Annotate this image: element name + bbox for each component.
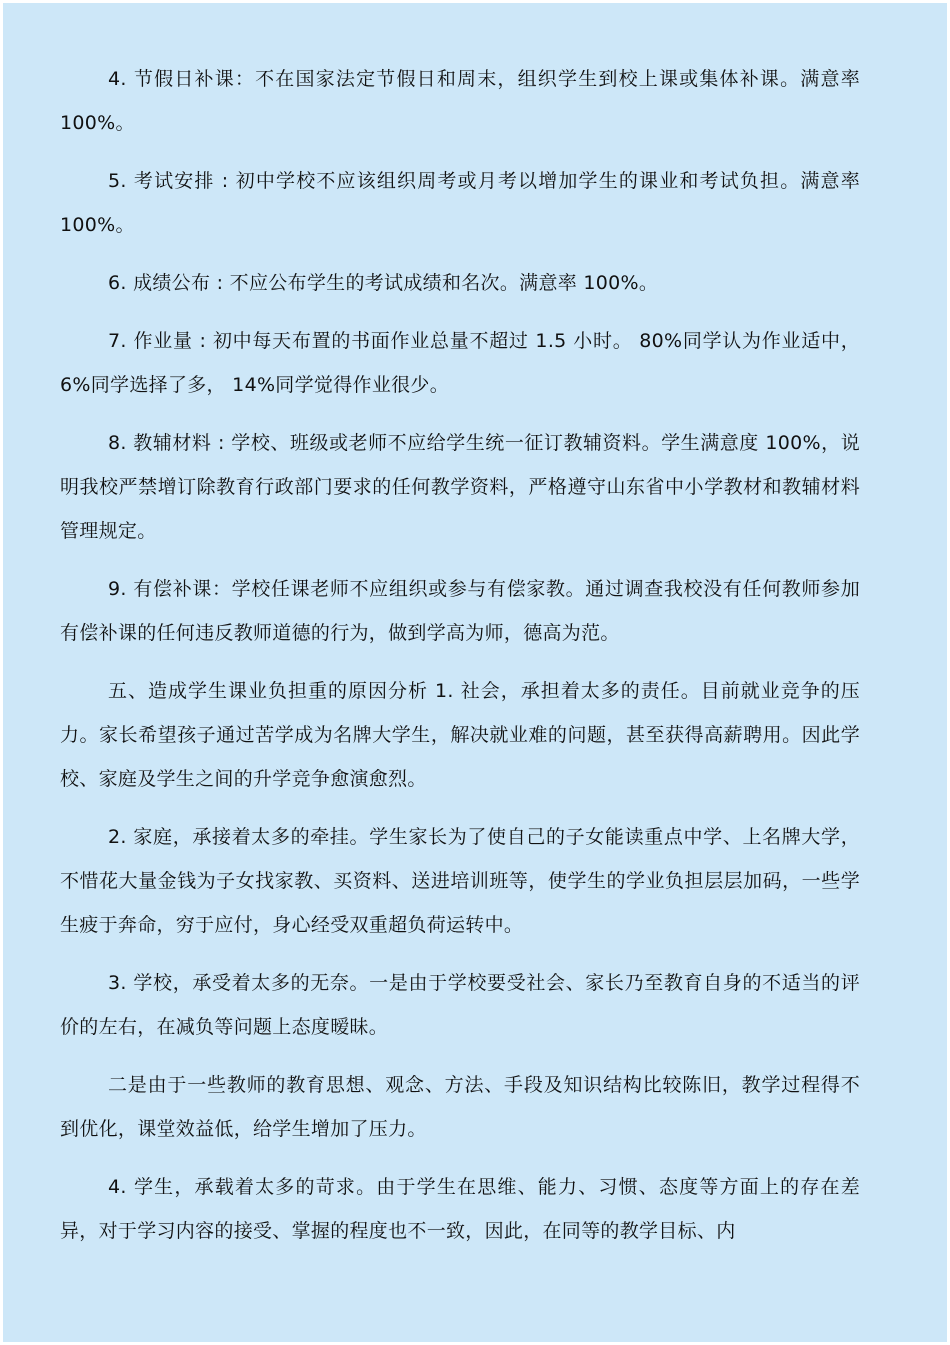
- paragraph-cause-family: 2. 家庭，承接着太多的牵挂。学生家长为了使自己的子女能读重点中学、上名牌大学，不惜花大量金钱为子女找家教、买资料、送进培训班等，使学生的学业负担层层加码，一些学生疲于奔命，穷于应付，身心经受双重超负荷运转中。: [60, 826, 860, 936]
- paragraph-exam-arrangement: 5. 考试安排 : 初中学校不应该组织周考或月考以增加学生的课业和考试负担。满意率 100%。: [60, 170, 860, 236]
- paragraph-cause-teachers: 二是由于一些教师的教育思想、观念、方法、手段及知识结构比较陈旧，教学过程得不到优化，课堂效益低，给学生增加了压力。: [60, 1074, 860, 1140]
- paragraph-score-publication: 6. 成绩公布 : 不应公布学生的考试成绩和名次。满意率 100%。: [108, 272, 659, 294]
- paragraph-homework-amount: 7. 作业量 : 初中每天布置的书面作业总量不超过 1.5 小时。 80%同学认为作业适中， 6%同学选择了多， 14%同学觉得作业很少。: [60, 330, 860, 396]
- paragraph-cause-students: 4. 学生，承载着太多的苛求。由于学生在思维、能力、习惯、态度等方面上的存在差异，对于学习内容的接受、掌握的程度也不一致，因此，在同等的教学目标、内: [60, 1176, 860, 1242]
- paragraph-teaching-materials: 8. 教辅材料 : 学校、班级或老师不应给学生统一征订教辅资料。学生满意度 100%，说明我校严禁增订除教育行政部门要求的任何教学资料，严格遵守山东省中小学教材和教辅材料管理规定。: [60, 432, 860, 542]
- paragraph-paid-tutoring: 9. 有偿补课：学校任课老师不应组织或参与有偿家教。通过调查我校没有任何教师参加有偿补课的任何违反教师道德的行为，做到学高为师，德高为范。: [60, 578, 860, 644]
- document-page: [3, 3, 947, 1342]
- paragraph-cause-school: 3. 学校，承受着太多的无奈。一是由于学校要受社会、家长乃至教育自身的不适当的评价的左右，在减负等问题上态度暧昧。: [60, 972, 860, 1038]
- paragraph-cause-society: 五、造成学生课业负担重的原因分析 1. 社会，承担着太多的责任。目前就业竞争的压力。家长希望孩子通过苦学成为名牌大学生，解决就业难的问题，甚至获得高薪聘用。因此学校、家庭及学生之间的升学竞争愈演愈烈。: [60, 680, 860, 790]
- paragraph-holiday-tutoring: 4. 节假日补课：不在国家法定节假日和周末，组织学生到校上课或集体补课。满意率 100%。: [60, 68, 860, 134]
- document-body: [60, 57, 860, 1267]
